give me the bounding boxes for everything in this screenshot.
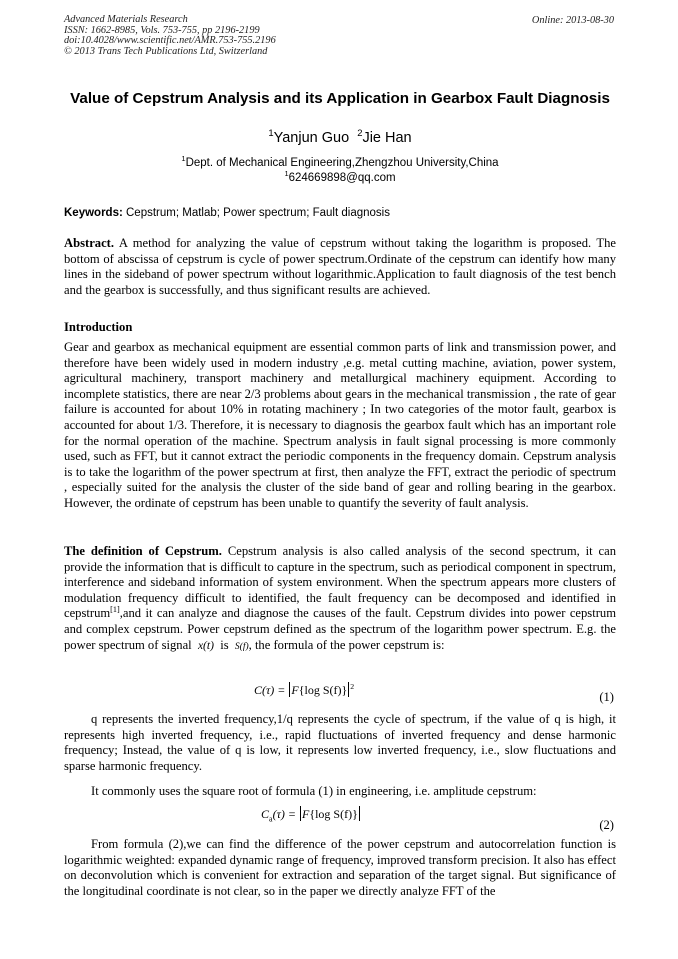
eq2-body: {log S(f)} (309, 807, 358, 821)
abstract-label: Abstract. (64, 236, 115, 250)
author-2-sup: 2 (357, 127, 363, 139)
definition-text-a: Cepstrum analysis is also called analysis of the second spectrum, it can provide the information that is difficult to capture in the spectrum, such as periodical component in spectrum, interference and sideband information of system environment. When the spectrum appears more clusters of modulation frequency difficult to identified, the fault frequency can be decomposed and identified in cepstrum (64, 544, 617, 621)
definition-text-d: , the formula of the power cepstrum is: (248, 637, 445, 652)
affiliation-block (64, 156, 616, 185)
signal-symbol: x(t) (197, 639, 214, 652)
eq1-lhs: C(τ) = (254, 683, 286, 697)
eq2-lhs-base: C (261, 807, 270, 821)
keywords-label: Keywords: (64, 207, 123, 219)
doi-line: doi:10.4028/www.scientific.net/AMR.753-755.2196 (64, 35, 276, 47)
author-2-name: Jie Han (362, 130, 412, 146)
definition-text-c: is (220, 637, 229, 652)
eq2-lhs-rest: (τ) = (272, 807, 296, 821)
definition-heading: The definition of Cepstrum. (64, 544, 222, 558)
equation-1-number: (1) (599, 690, 614, 704)
eq1-body: {log S(f)} (298, 683, 348, 697)
eq1-power: 2 (350, 682, 355, 691)
q-paragraph: q represents the inverted frequency,1/q represents the cycle of spectrum, if the value of q is high, it represents high inverted frequency, i.e., rapid fluctuations of inverted frequency and dense harmonic frequency; Instead, the value of q is low, it represents low inverted frequency, i.e., slow fluctuations and sparse harmonic frequency. (64, 712, 616, 773)
keywords-line (64, 206, 616, 220)
introduction-paragraph: Gear and gearbox as mechanical equipment are essential common parts of link and transmission power, and therefore have been widely used in modern industry ,e.g. metal cutting machine, aviation, power system, agricultural machinery, transport machinery and metallurgical machinery equipment. According to incomplete statistics, there are near 2/3 problems about gears in the mechanical transmission , the rate of gear failure is accounted for about 10% in rotating machinery ; In two categories of the motor fault, gearbox is accounted for about 1/3. Therefore, it is necessary to diagnosis the gearbox fault which has an important role for the normal operation of the machine. Spectrum analysis in fault signal processing is more commonly used, such as FFT, but it cannot extract the periodic components in the frequency domain. Cepstrum analysis is to take the logarithm of the power spectrum at first, then analyze the FFT, extract the periodic of spectrum , especially suited for the analysis the cluster of the side band of gear and rolling bearing in the gearbox. However, the ordinate of cepstrum has been unable to quantify the severity of fault analysis. (64, 340, 616, 510)
email-line (64, 168, 616, 186)
paper-title: Value of Cepstrum Analysis and its Application in Gearbox Fault Diagnosis (70, 90, 610, 107)
abstract-paragraph (64, 236, 616, 298)
amplitude-cepstrum-paragraph: It commonly uses the square root of formula (1) in engineering, i.e. amplitude cepstrum: (91, 784, 537, 798)
online-date: Online: 2013-08-30 (531, 15, 614, 26)
issn-line: ISSN: 1662-8985, Vols. 753-755, pp 2196-2199 (64, 24, 260, 36)
equation-2 (261, 806, 361, 823)
definition-paragraph (64, 544, 616, 655)
keywords-text: Cepstrum; Matlab; Power spectrum; Fault diagnosis (126, 207, 390, 219)
author-list (64, 127, 616, 147)
spectrum-symbol: S(f) (234, 641, 249, 652)
author-1-name: Yanjun Guo (273, 130, 350, 146)
eq1-func: F (291, 683, 299, 697)
equation-1 (254, 682, 354, 698)
abstract-text: A method for analyzing the value of cepstrum without taking the logarithm is proposed. The bottom of abscissa of cepstrum is cycle of power spectrum.Ordinate of the cepstrum can identify how many lines in the sideband of power spectrum without logarithmic.Application to fault diagnosis of the test bench and the gearbox is successfully, and thus significant results are achieved. (64, 236, 616, 297)
journal-name: Advanced Materials Research (64, 14, 188, 25)
affiliation-sup: 1 (181, 154, 186, 164)
email-text: 624669898@qq.com (288, 171, 396, 184)
introduction-heading: Introduction (64, 320, 133, 334)
equation-2-number: (2) (599, 818, 614, 832)
citation-1: [1] (110, 605, 120, 615)
formula-2-paragraph: From formula (2),we can find the difference of the power cepstrum and autocorrelation function is logarithmic weighted: expanded dynamic range of frequency, improved transform precision. It also has effect on deconvolution which is convenient for extraction and separation of the target signal. But significance of the longitudinal coordinate is not clear, so in the paper we directly analyze FFT of the (64, 837, 616, 898)
affiliation-line (64, 156, 616, 171)
author-1-sup: 1 (268, 127, 274, 139)
affiliation-text: Dept. of Mechanical Engineering,Zhengzhou University,China (185, 157, 499, 169)
copyright-line: © 2013 Trans Tech Publications Ltd, Switzerland (64, 45, 268, 57)
eq2-left-bar (300, 806, 301, 821)
eq2-func: F (301, 807, 310, 821)
eq2-right-bar (359, 806, 360, 821)
eq2-lhs-sub: a (269, 814, 273, 824)
email-sup: 1 (284, 168, 289, 178)
definition-text-b: ,and it can analyze and diagnose the causes of the fault. Cepstrum divides into power cepstrum and complex cepstrum. Power cepstrum defined as the spectrum of the logarithm power spectrum. E.g. the power spectrum of signal (64, 606, 616, 652)
